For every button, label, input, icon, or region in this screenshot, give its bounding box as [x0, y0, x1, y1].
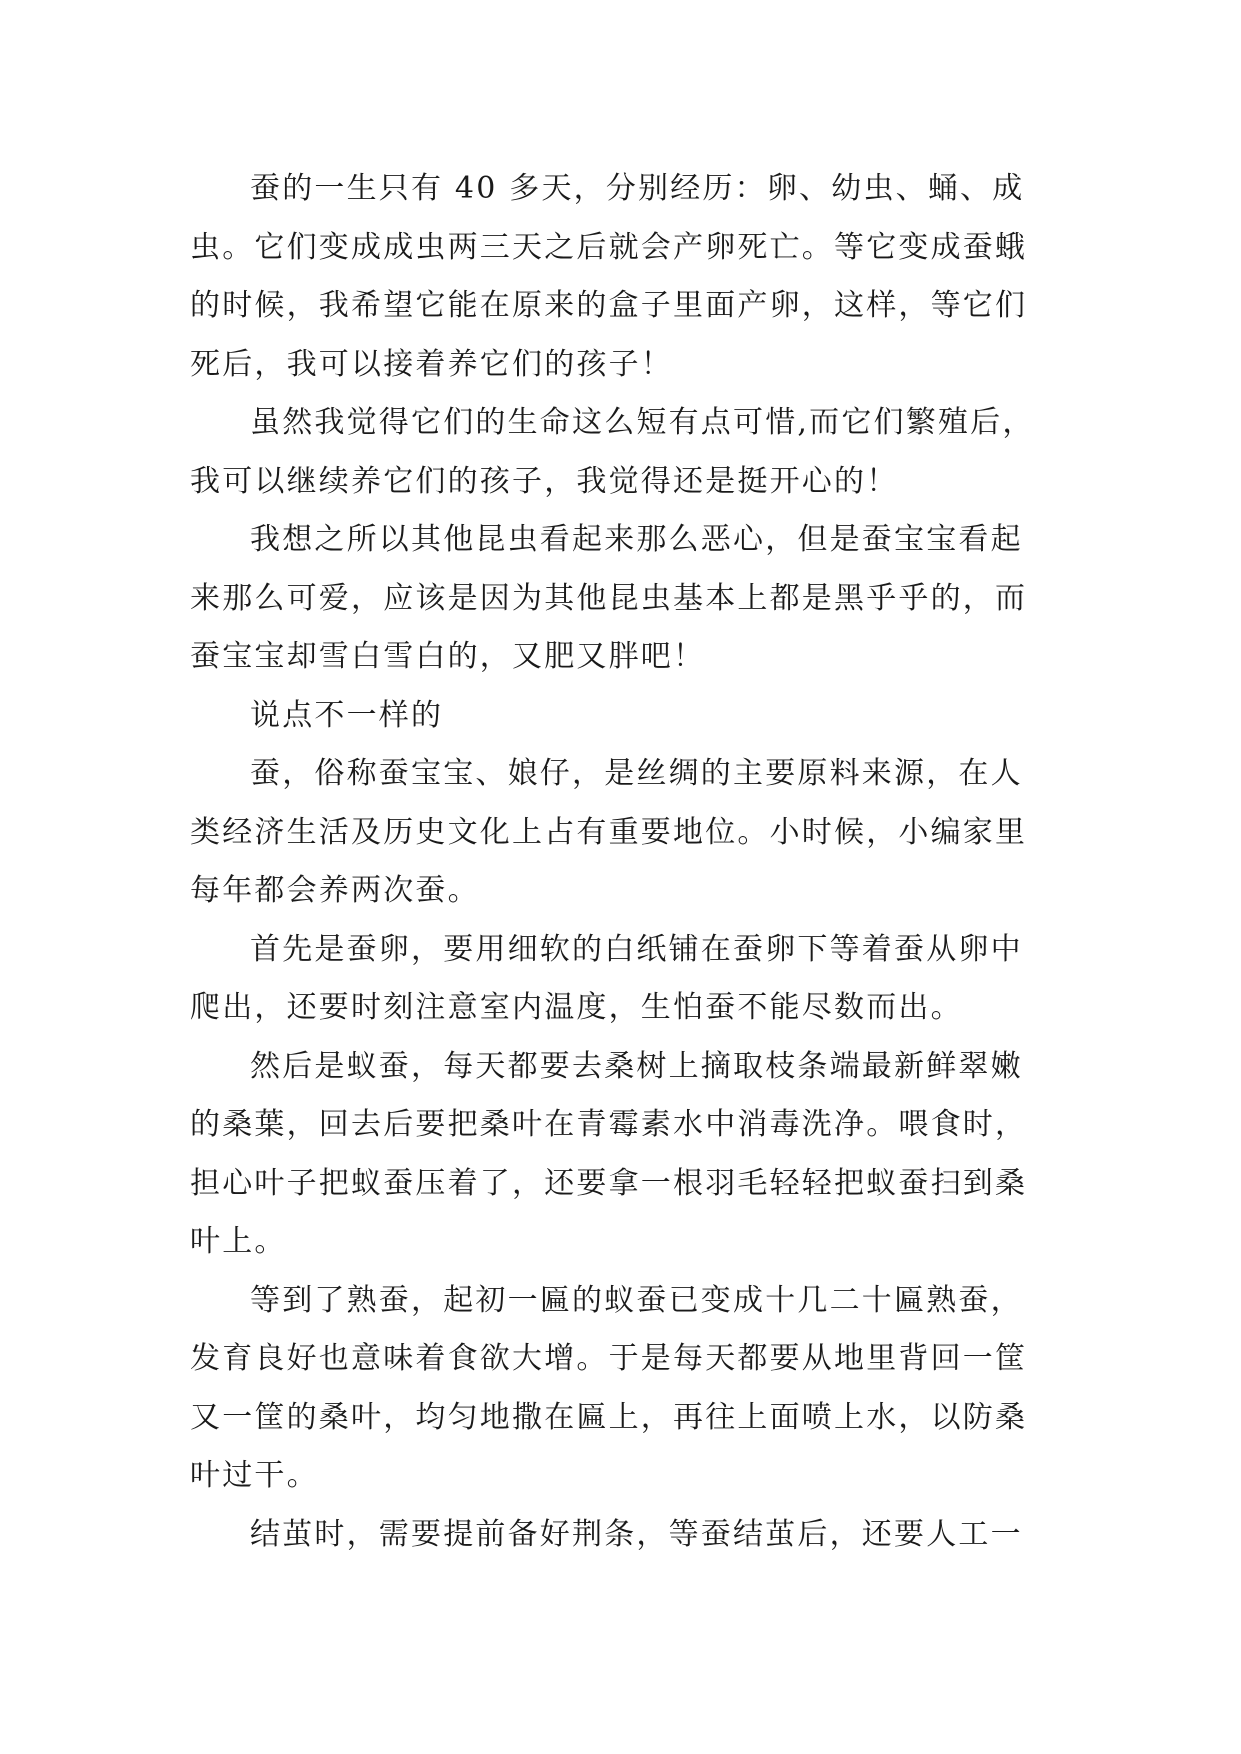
- text-line: 我可以继续养它们的孩子，我觉得还是挺开心的！: [190, 463, 899, 499]
- text-line: 担心叶子把蚁蚕压着了，还要拿一根羽毛轻轻把蚁蚕扫到桑: [190, 1165, 1028, 1201]
- text-line: 爬出，还要时刻注意室内温度，生怕蚕不能尽数而出。: [190, 990, 963, 1025]
- paragraph-silkworm-lifecycle: [190, 160, 1055, 394]
- paragraph-ant-silkworm: [190, 1038, 1055, 1272]
- text-line: 虽然我觉得它们的生命这么短有点可惜,而它们繁殖后，: [250, 405, 1035, 440]
- text-line: 首先是蚕卵，要用细软的白纸铺在蚕卵下等着蚕从卵中: [250, 931, 1023, 967]
- paragraph-silkworm-intro: [190, 745, 1055, 921]
- text-line: 蚕，俗称蚕宝宝、娘仔，是丝绸的主要原料来源，在人: [250, 756, 1023, 791]
- text-line: 蚕的一生只有 40 多天，分别经历：卵、幼虫、蛹、成: [250, 171, 1025, 206]
- text-line: 每年都会养两次蚕。: [190, 873, 480, 908]
- text-line: 死后，我可以接着养它们的孩子！: [190, 346, 673, 382]
- text-line: 的桑葉，回去后要把桑叶在青霉素水中消毒洗净。喂食时，: [190, 1107, 1028, 1142]
- text-line: 叶过干。: [190, 1458, 319, 1493]
- text-line: 的时候，我希望它能在原来的盒子里面产卵，这样，等它们: [190, 288, 1028, 323]
- text-line: 叶上。: [190, 1224, 287, 1259]
- text-line: 我想之所以其他昆虫看起来那么恶心，但是蚕宝宝看起: [250, 522, 1023, 557]
- text-line: 结茧时，需要提前备好荆条，等蚕结茧后，还要人工一: [250, 1516, 1023, 1552]
- paragraph-mature-silkworm: [190, 1272, 1055, 1506]
- paragraph-cocooning: [190, 1506, 1055, 1565]
- paragraph-eggs: [190, 921, 1055, 1038]
- section-heading: [190, 687, 1055, 746]
- text-line: 等到了熟蚕，起初一匾的蚁蚕已变成十几二十匾熟蚕，: [250, 1282, 1023, 1318]
- paragraph-short-life: [190, 394, 1055, 511]
- document-body: [190, 160, 1055, 1564]
- paragraph-cute-silkworm: [190, 511, 1055, 687]
- text-line: 说点不一样的: [250, 697, 444, 733]
- text-line: 类经济生活及历史文化上占有重要地位。小时候，小编家里: [190, 814, 1028, 850]
- text-line: 然后是蚁蚕，每天都要去桑树上摘取枝条端最新鲜翠嫩: [250, 1048, 1023, 1084]
- text-line: 虫。它们变成成虫两三天之后就会产卵死亡。等它变成蚕蛾: [190, 229, 1028, 265]
- text-line: 发育良好也意味着食欲大增。于是每天都要从地里背回一筐: [190, 1341, 1028, 1376]
- text-line: 又一筐的桑叶，均匀地撒在匾上，再往上面喷上水，以防桑: [190, 1399, 1028, 1435]
- text-line: 来那么可爱，应该是因为其他昆虫基本上都是黑乎乎的，而: [190, 580, 1028, 616]
- text-line: 蚕宝宝却雪白雪白的，又肥又胖吧！: [190, 639, 706, 674]
